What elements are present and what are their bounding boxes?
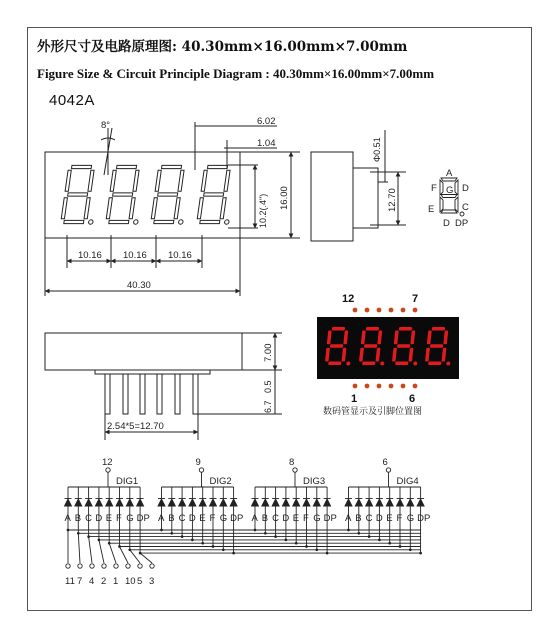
led-diode — [189, 499, 196, 506]
segment-label: D — [375, 513, 383, 524]
led-diode — [262, 499, 269, 506]
led-diode — [65, 499, 72, 506]
led-diode — [386, 499, 393, 506]
pin-label-7: 7 — [412, 293, 419, 305]
led-diode — [252, 499, 259, 506]
dim-pin-dia: Φ0.51 — [372, 137, 382, 162]
segment-label: E — [199, 513, 206, 524]
front-digits — [60, 165, 236, 224]
led-diode — [199, 499, 206, 506]
dim-16: 16.00 — [279, 186, 290, 210]
dim-pin-span: 2.54*5=12.70 — [107, 421, 164, 432]
pin-dot-bottom — [377, 384, 382, 389]
seg-label-a: A — [446, 168, 453, 179]
led-diode — [293, 499, 300, 506]
pin-dot-top — [401, 308, 406, 313]
segment-label: E — [386, 513, 393, 524]
segment-label: D — [282, 513, 290, 524]
led-diode — [95, 499, 102, 506]
side-view — [311, 130, 406, 241]
segment-label: A — [64, 513, 71, 524]
digit-label: DIG3 — [303, 476, 326, 487]
seg-label-g: G — [446, 185, 454, 196]
pin-caption: 数码管显示及引脚位置图 — [323, 407, 423, 417]
led-diode — [126, 499, 133, 506]
title-english: Figure Size & Circuit Principle Diagram : 40.30mm×16.00mm×7.00mm — [37, 66, 435, 81]
segment-label: A — [158, 513, 165, 524]
dim-0-5: 0.5 — [263, 380, 273, 393]
led-diode — [282, 499, 289, 506]
circuit-labels — [65, 457, 431, 587]
led-diode — [355, 499, 362, 506]
segment-label: C — [272, 513, 279, 524]
pin-dot-top — [389, 308, 394, 313]
led-diode — [210, 499, 217, 506]
digit-label: DIG4 — [396, 476, 419, 487]
digit-common-pin: 8 — [289, 457, 295, 468]
segment-label: C — [365, 513, 373, 524]
led-diode — [158, 499, 165, 506]
pin-dot-bottom — [413, 384, 418, 389]
led-diode — [75, 499, 82, 506]
pin-label-1: 1 — [351, 393, 358, 405]
segment-label: DP — [417, 513, 431, 524]
led-diode — [376, 499, 383, 506]
seg-label-e: E — [428, 204, 435, 215]
pitch-1: 10.16 — [78, 250, 102, 261]
led-diode — [220, 499, 227, 506]
led-diode — [230, 499, 237, 506]
segment-label: DP — [323, 513, 337, 524]
segment-pin-number: 10 — [125, 576, 136, 587]
seg-label-d: D — [443, 218, 450, 229]
led-diode — [313, 499, 320, 506]
segment-label: F — [116, 513, 122, 524]
segment-pin-number: 3 — [149, 576, 155, 587]
digit-common-pin: 12 — [102, 457, 113, 468]
bottom-body-outline — [45, 333, 242, 370]
pin-dot-bottom — [353, 384, 358, 389]
pitch-2: 10.16 — [123, 250, 147, 261]
segment-pin-number: 7 — [77, 576, 83, 587]
led-diode — [168, 499, 175, 506]
display-photo — [317, 308, 459, 389]
segment-pin-number: 2 — [101, 576, 107, 587]
led-diode — [366, 499, 373, 506]
segment-label: G — [313, 513, 321, 524]
led-diode — [85, 499, 92, 506]
pin-label-6: 6 — [409, 393, 416, 405]
led-diode — [106, 499, 113, 506]
segment-label: A — [251, 513, 258, 524]
segment-pin-number: 1 — [113, 576, 119, 587]
segment-label: D — [188, 513, 196, 524]
digit-common-pin: 6 — [382, 457, 388, 468]
model-number: 4042A — [49, 92, 95, 109]
front-digit — [105, 165, 145, 224]
segment-label: E — [292, 513, 300, 524]
led-diode — [137, 499, 144, 506]
pin-dot-top — [377, 308, 382, 313]
led-diode — [303, 499, 310, 506]
seg-label-b: D — [462, 183, 469, 194]
segment-label: B — [261, 513, 269, 524]
led-diode — [116, 499, 123, 506]
led-diode — [397, 499, 404, 506]
title-chinese: 外形尺寸及电路原理图: 40.30mm×16.00mm×7.00mm — [37, 39, 408, 55]
pin-dot-top — [365, 308, 370, 313]
digit-label: DIG2 — [209, 476, 232, 487]
segment-label: C — [85, 513, 92, 524]
display-body — [317, 317, 459, 379]
pin-dot-top — [353, 308, 358, 313]
digit-label: DIG1 — [116, 476, 139, 487]
dim-width: 40.30 — [127, 280, 151, 291]
segment-label: D — [95, 513, 103, 524]
segment-pin-number: 11 — [65, 576, 75, 587]
segment-label: F — [303, 513, 309, 524]
segment-label: G — [219, 513, 228, 524]
segment-label: B — [355, 513, 362, 524]
led-diode — [324, 499, 331, 506]
front-digit — [150, 165, 190, 224]
led-diode — [272, 499, 279, 506]
segment-label: G — [126, 513, 134, 524]
led-diode — [407, 499, 414, 506]
led-diode — [345, 499, 352, 506]
dim-7-00: 7.00 — [263, 343, 274, 362]
angle-label: 8° — [101, 120, 111, 131]
segment-label: E — [105, 513, 113, 524]
dim-12-70: 12.70 — [387, 188, 398, 212]
segment-label: B — [74, 513, 82, 524]
seg-label-c: C — [462, 202, 469, 213]
segment-label: C — [178, 513, 186, 524]
led-diode — [179, 499, 186, 506]
segment-label: DP — [136, 513, 150, 524]
segment-label: G — [406, 513, 415, 524]
pin-dot-top — [413, 308, 418, 313]
pitch-3: 10.16 — [168, 250, 192, 261]
segment-label: A — [345, 513, 352, 524]
dim-6-02: 6.02 — [257, 116, 276, 127]
pin-label-12: 12 — [342, 293, 355, 305]
front-digit — [196, 165, 236, 224]
segment-label: B — [168, 513, 175, 524]
front-body-outline — [45, 152, 240, 238]
segment-pin-number: 4 — [89, 576, 95, 587]
side-body-outline — [311, 152, 353, 241]
segment-key — [440, 178, 464, 216]
led-diode — [417, 499, 424, 506]
digit-common-pin: 9 — [195, 457, 201, 468]
segment-label: F — [396, 513, 403, 524]
dim-1-04: 1.04 — [257, 138, 276, 149]
dim-6-7: 6.7 — [263, 400, 273, 413]
dim-10-2: 10.2(.4") — [258, 193, 268, 228]
segment-pin-number: 5 — [137, 576, 143, 587]
pin-dot-bottom — [389, 384, 394, 389]
segment-label: DP — [230, 513, 244, 524]
pin-dot-bottom — [401, 384, 406, 389]
pin-dot-bottom — [365, 384, 370, 389]
segment-label: F — [209, 513, 216, 524]
seg-label-f: F — [431, 183, 437, 194]
front-digit — [60, 165, 100, 224]
seg-label-dp: DP — [455, 218, 469, 229]
